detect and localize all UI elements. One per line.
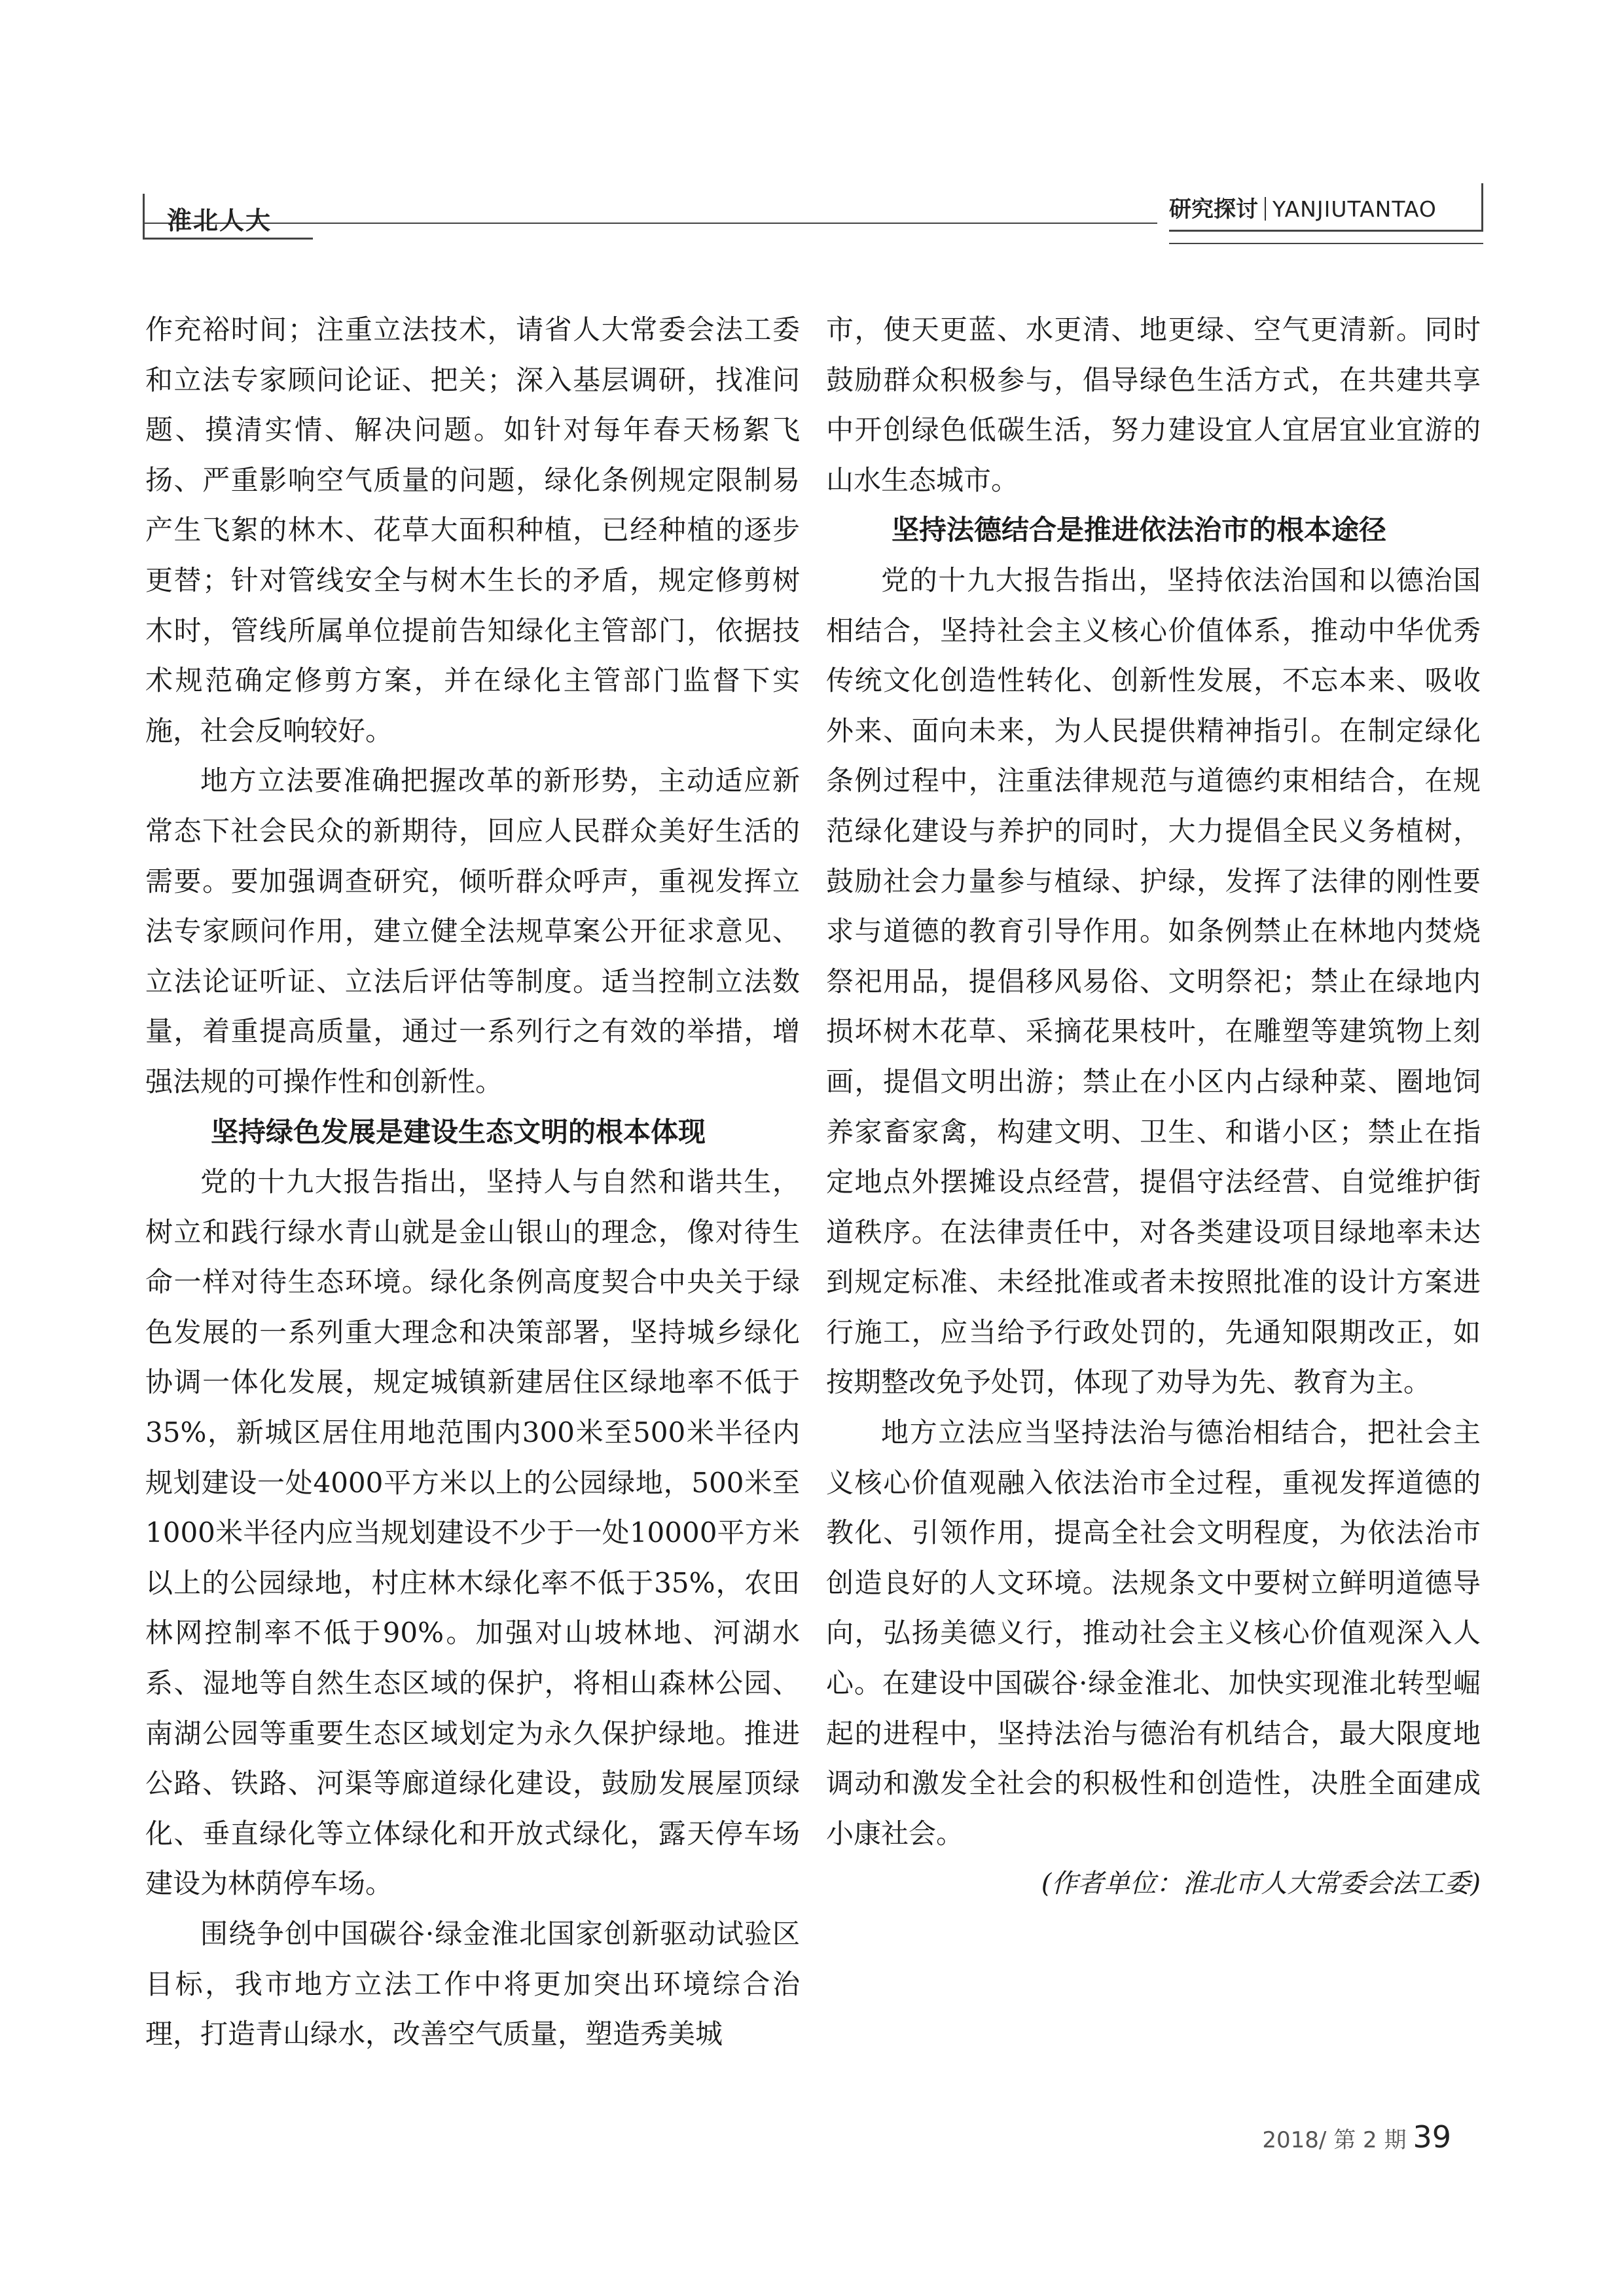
page-footer (1262, 2119, 1451, 2155)
issue-label: 2018/ 第 2 期 (1262, 2127, 1407, 2153)
author-affiliation: (作者单位：淮北市人大常委会法工委) (1041, 1869, 1481, 1899)
section-name-cn: 研究探讨 (1169, 196, 1258, 223)
right-column (826, 305, 1481, 1909)
paragraph: 地方立法应当坚持法治与德治相结合，把社会主义核心价值观融入依法治市全过程，重视发挥道德的教化、引领作用，提高全社会文明程度，为依法治市创造良好的人文环境。法规条文中要树立鲜明道德导向，弘扬美德义行，推动社会主义核心价值观深入人心。在建设中国碳谷·绿金淮北、加快实现淮北转型崛起的进程中，坚持法治与德治有机结合，最大限度地调动和激发全社会的积极性和创造性，决胜全面建成小康社会。 (826, 1416, 1481, 1850)
paragraph: 党的十九大报告指出，坚持依法治国和以德治国相结合，坚持社会主义核心价值体系，推动中华优秀传统文化创造性转化、创新性发展，不忘本来、吸收外来、面向未来，为人民提供精神指引。在制定绿化条例过程中，注重法律规范与道德约束相结合，在规范绿化建设与养护的同时，大力提倡全民义务植树，鼓励社会力量参与植绿、护绿，发挥了法律的刚性要求与道德的教育引导作用。如条例禁止在林地内焚烧祭祀用品，提倡移风易俗、文明祭祀；禁止在绿地内损坏树木花草、采摘花果枝叶，在雕塑等建筑物上刻画，提倡文明出游；禁止在小区内占绿种菜、圈地饲养家畜家禽，构建文明、卫生、和谐小区；禁止在指定地点外摆摊设点经营，提倡守法经营、自觉维护街道秩序。在法律责任中，对各类建设项目绿地率未达到规定标准、未经批准或者未按照批准的设计方案进行施工，应当给予行政处罚的，先通知限期改正，如按期整改免予处罚，体现了劝导为先、教育为主。 (826, 564, 1481, 1399)
journal-name-text: 淮北人大 (167, 206, 272, 235)
section-separator (1265, 197, 1266, 221)
section-heading: 坚持绿色发展是建设生态文明的根本体现 (211, 1115, 706, 1148)
page-number: 39 (1413, 2119, 1451, 2155)
paragraph: 地方立法要准确把握改革的新形势，主动适应新常态下社会民众的新期待，回应人民群众美好生活的需要。要加强调查研究，倾听群众呼声，重视发挥立法专家顾问作用，建立健全法规草案公开征求意见、立法论证听证、立法后评估等制度。适当控制立法数量，着重提高质量，通过一系列行之有效的举措，增强法规的可操作性和创新性。 (145, 764, 800, 1098)
left-column (145, 305, 800, 2060)
paragraph: 党的十九大报告指出，坚持人与自然和谐共生，树立和践行绿水青山就是金山银山的理念，像对待生命一样对待生态环境。绿化条例高度契合中央关于绿色发展的一系列重大理念和决策部署，坚持城乡绿化协调一体化发展，规定城镇新建居住区绿地率不低于35%，新城区居住用地范围内300米至500米半径内规划建设一处4000平方米以上的公园绿地，500米至1000米半径内应当规划建设不少于一处10000平方米以上的公园绿地，村庄林木绿化率不低于35%，农田林网控制率不低于90%。加强对山坡林地、河湖水系、湿地等自然生态区域的保护，将相山森林公园、南湖公园等重要生态区域划定为永久保护绿地。推进公路、铁路、河渠等廊道绿化建设，鼓励发展屋顶绿化、垂直绿化等立体绿化和开放式绿化，露天停车场建设为林荫停车场。 (145, 1166, 800, 1900)
paragraph: 市，使天更蓝、水更清、地更绿、空气更清新。同时鼓励群众积极参与，倡导绿色生活方式，在共建共享中开创绿色低碳生活，努力建设宜人宜居宜业宜游的山水生态城市。 (826, 314, 1481, 496)
paragraph: 作充裕时间；注重立法技术，请省人大常委会法工委和立法专家顾问论证、把关；深入基层调研，找准问题、摸清实情、解决问题。如针对每年春天杨絮飞扬、严重影响空气质量的问题，绿化条例规定限制易产生飞絮的林木、花草大面积种植，已经种植的逐步更替；针对管线安全与树木生长的矛盾，规定修剪树木时，管线所属单位提前告知绿化主管部门，依据技术规范确定修剪方案，并在绿化主管部门监督下实施，社会反响较好。 (145, 314, 800, 747)
section-tag (1169, 183, 1483, 232)
section-heading: 坚持法德结合是推进依法治市的根本途径 (892, 514, 1387, 547)
paragraph: 围绕争创中国碳谷·绿金淮北国家创新驱动试验区目标，我市地方立法工作中将更加突出环境综合治理，打造青山绿水，改善空气质量，塑造秀美城 (145, 1918, 800, 2051)
section-rule (1169, 243, 1483, 244)
section-name-en: YANJIUTANTAO (1272, 196, 1437, 222)
journal-name (143, 194, 313, 240)
